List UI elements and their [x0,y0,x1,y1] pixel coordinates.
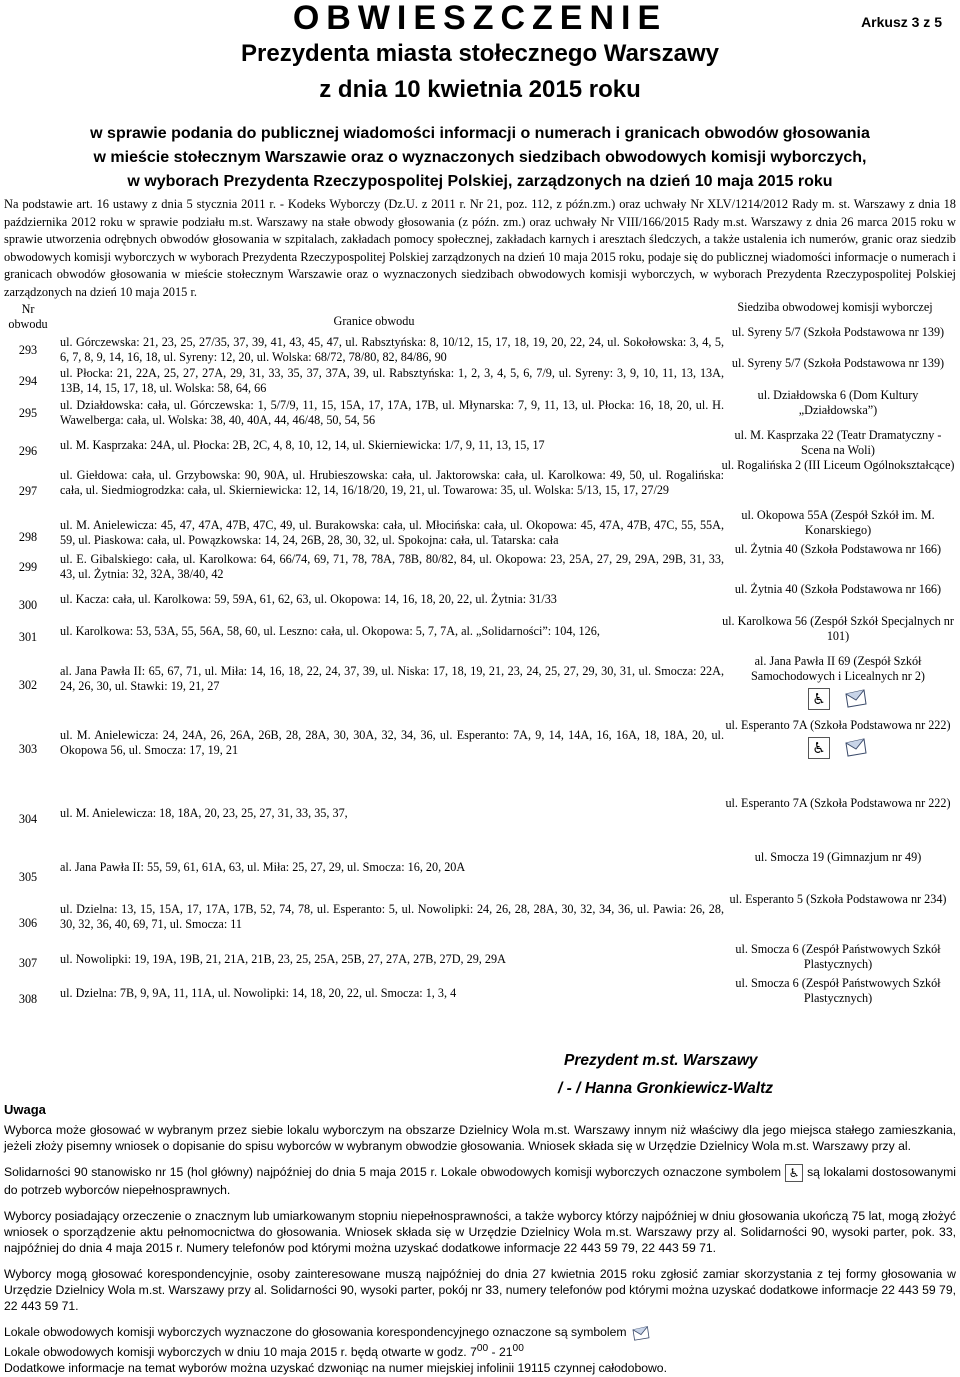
signature-name: / - / Hanna Gronkiewicz-Waltz [558,1080,774,1097]
district-number: 295 [18,406,38,420]
district-boundaries: ul. M. Anielewicza: 24, 24A, 26, 26A, 26B, 28, 28A, 30, 30A, 32, 34, 36, ul. Esperanto: 7A, 9, 14, 14A, 16, 16A, 18, 18A, 20, ul. Okopowa 56, ul. Smocza: 17, 19, 21 [60,728,724,757]
district-boundaries: al. Jana Pawła II: 65, 67, 71, ul. Miła: 14, 16, 18, 22, 24, 37, 39, ul. Niska: 17, 18, 19, 21, 23, 24, 25, 27, 29, 30, 31, ul. Smocza: 22A, 24, 26, 30, ul. Stawki: 19, 21, 27 [60,664,724,693]
district-number: 300 [18,598,38,612]
note-paragraph-4: Wyborcy mogą głosować korespondencyjnie, osoby zainteresowane muszą najpóźniej do dnia 27 kwietnia 2015 roku zgłosić zamiar skorzystania z tej formy głosowania w Urzędzie Dzielnicy Wola m.st. Warszawy przy al. Solidarności 90, wysoki parter, pokój nr 33, numery telefonów pod którymi można uzyskać dodatkowe informacje 22 443 59 79, 22 443 59 71. [4,1267,956,1313]
note-p6-sup-2: 00 [512,1342,524,1354]
seat-icons [720,737,956,759]
notes-heading: Uwaga [4,1102,46,1117]
envelope-icon [631,1325,651,1341]
subject-line-2: w mieście stołecznym Warszawie oraz o wyznaczonych siedzibach obwodowych komisji wyborczych, [93,149,867,166]
commission-seat-address: ul. Esperanto 7A (Szkoła Podstawowa nr 222) [725,718,951,732]
commission-seat [720,325,956,340]
commission-seat [720,428,956,458]
envelope-icon [844,688,868,708]
district-number: 304 [18,812,38,826]
district-number: 303 [18,742,38,756]
commission-seat-address: ul. Syreny 5/7 (Szkoła Podstawowa nr 139) [731,325,945,339]
legal-basis [4,196,956,302]
commission-seat [720,582,956,597]
wheelchair-icon: ♿ [785,1164,803,1182]
commission-seat-address: ul. Smocza 6 (Zespół Państwowych Szkół Plastycznych) [735,942,941,971]
district-boundaries: ul. Górczewska: 21, 23, 25, 27/35, 37, 39, 41, 43, 45, 47, ul. Rabsztyńska: 8, 10/12, 15, 17, 18, 19, 20, 22, 24, ul. Sokołowska: 3, 4, 5, 6, 7, 8, 9, 14, 16, 18, ul. Syreny: 12, 20, ul. Wolska: 68/72, 78/80, 82, 84/86, 90 [60,335,724,364]
commission-seat-address: ul. Okopowa 55A (Zespół Szkół im. M. Konarskiego) [741,508,935,537]
note-p6-text: Lokale obwodowych komisji wyborczych w dniu 10 maja 2015 r. będą otwarte w godz. 7 [4,1344,477,1359]
commission-seat-address: ul. Żytnia 40 (Szkoła Podstawowa nr 166) [734,582,942,596]
note-paragraph-6 [4,1341,956,1360]
commission-seat [720,942,956,972]
district-number: 301 [18,630,38,644]
district-number: 308 [18,992,38,1006]
district-boundaries: ul. Dzielna: 7B, 9, 9A, 11, 11A, ul. Nowolipki: 14, 18, 20, 22, ul. Smocza: 1, 3, 4 [60,986,457,1000]
note-p2-start: Solidarności 90 stanowisko nr 15 (hol główny) najpóźniej do dnia 5 maja 2015 r. Lokale obwodowych komisji wyborczych oznaczone symbolem [4,1165,782,1180]
district-boundaries: ul. E. Gibalskiego: cała, ul. Karolkowa: 64, 66/74, 69, 71, 78, 78A, 78B, 80/82, 84, ul. Okopowa: 23, 25A, 27, 29, 29A, 29B, 31, 33, 43, ul. Żytnia: 32, 32A, 38/40, 42 [60,552,724,581]
header-nr: Nr obwodu [8,302,48,331]
signature-role: Prezydent m.st. Warszawy [564,1052,758,1069]
legal-basis-text: Na podstawie art. 16 ustawy z dnia 5 stycznia 2011 r. - Kodeks Wyborczy (Dz.U. z 2011 r. Nr 21, poz. 112, z późn.zm.) oraz uchwały Nr XLV/1214/2012 Rady m. st. Warszawy z dnia 18 października 2012 roku w sprawie podziału m.st. Warszawy na stałe obwody głosowania (z późn. zm.) oraz uchwały Nr VIII/166/2015 Rady m.st. Warszawy z dnia 26 marca 2015 roku w sprawie utworzenia odrębnych obwodów głosowania w szpitalach, zakładach pomocy społecznej, zakładach karnych i aresztach śledczych, a także ustalenia ich numerów, granic oraz siedzib obwodowych komisji wyborczych w wyborach Prezydenta Rzeczypospolitej Polskiej zarządzonych na dzień 10 maja 2015 roku, podaje się do publicznej wiadomości informacje o numerach i granicach obwodów głosowania w mieście stołecznym Warszawie oraz o wyznaczonych siedzibach obwodowych komisji wyborczych, w wyborach Prezydenta Rzeczypospolitej Polskiej zarządzonych na dzień 10 maja 2015 r. [4,197,956,299]
issuer-title: Prezydenta miasta stołecznego Warszawy [241,40,719,67]
district-number: 302 [18,678,38,692]
district-boundaries: ul. M. Anielewicza: 45, 47, 47A, 47B, 47C, 49, ul. Burakowska: cała, ul. Młocińska: cała, ul. Okopowa: 45, 47A, 47B, 47C, 55, 55A, 59, ul. Piaskowa: cała, ul. Powązkowska: 14, 24, 26B, 28, 30, 32, ul. Spokojna: cała, ul. Tatarska: cała [60,518,724,547]
district-number: 299 [18,560,38,574]
note-p2-end: są lokalami dostosowanymi do potrzeb wyborców niepełnosprawnych. [4,1165,956,1197]
commission-seat [720,850,956,865]
commission-seat-address: ul. Syreny 5/7 (Szkoła Podstawowa nr 139) [731,356,945,370]
district-boundaries: ul. M. Anielewicza: 18, 18A, 20, 23, 25, 27, 31, 33, 35, 37, [60,806,348,820]
commission-seat [720,388,956,418]
commission-seat-address: ul. Działdowska 6 (Dom Kultury „Działdowska”) [757,388,919,417]
commission-seat-address: ul. Smocza 19 (Gimnazjum nr 49) [754,850,922,864]
subject-line-3: w wyborach Prezydenta Rzeczypospolitej Polskiej, zarządzonych na dzień 10 maja 2015 roku [127,173,833,190]
commission-seat [720,718,956,759]
commission-seat-address: al. Jana Pawła II 69 (Zespół Szkół Samochodowych i Licealnych nr 2) [751,654,925,683]
commission-seat [720,542,956,557]
commission-seat-address: ul. Żytnia 40 (Szkoła Podstawowa nr 166) [734,542,942,556]
envelope-icon [844,737,868,757]
district-number: 298 [18,530,38,544]
district-boundaries: ul. Nowolipki: 19, 19A, 19B, 21, 21A, 21B, 23, 25, 25A, 25B, 27, 27A, 27B, 27D, 29, 29A [60,952,506,966]
note-paragraph-3: Wyborcy posiadający orzeczenie o znacznym lub umiarkowanym stopniu niepełnosprawności, a także wyborcy którzy najpóźniej w dniu głosowania ukończą 75 lat, mogą złożyć wniosek o sporządzenie aktu pełnomocnictwa do głosowania. Wniosek składa się w Urzędzie Dzielnicy Wola m.st. Warszawy przy al. Solidarności 90, wysoki parter, pok. 33, najpóźniej do dnia 4 maja 2015 r. Numery telefonów pod którymi można uzyskać dodatkowe informacje 22 443 59 79, 22 443 59 71. [4,1209,956,1255]
wheelchair-icon: ♿ [808,688,830,710]
commission-seat-address: ul. Karolkowa 56 (Zespół Szkół Specjalnych nr 101) [722,614,954,643]
districts-table [2,298,958,1006]
commission-seat [720,614,956,644]
district-boundaries: ul. Dzielna: 13, 15, 15A, 17, 17A, 17B, 52, 74, 78, ul. Esperanto: 5, ul. Nowolipki: 24, 26, 28, 28A, 30, 32, 34, 36, ul. Pawia: 26, 28, 30, 32, 36, 40, 69, 71, ul. Smocza: 11 [60,902,724,931]
district-boundaries: ul. Kacza: cała, ul. Karolkowa: 59, 59A, 61, 62, 63, ul. Okopowa: 14, 16, 18, 20, 22, ul. Żytnia: 31/33 [60,592,557,606]
note-paragraph-2 [4,1164,956,1198]
note-p6-sup-1: 00 [476,1342,489,1354]
sheet-number: Arkusz 3 z 5 [861,14,942,30]
note-p5-text: Lokale obwodowych komisji wyborczych wyznaczone do głosowania korespondencyjnego oznaczone są symbolem [4,1325,627,1339]
commission-seat [720,654,956,710]
issue-date: z dnia 10 kwietnia 2015 roku [319,76,641,103]
commission-seat-address: ul. Smocza 6 (Zespół Państwowych Szkół Plastycznych) [735,976,941,1005]
page-title: OBWIESZCZENIE [292,0,668,37]
district-boundaries: ul. M. Kasprzaka: 24A, ul. Płocka: 2B, 2C, 4, 8, 10, 12, 14, ul. Skierniewicka: 1/7, 9, 11, 13, 15, 17 [60,438,545,452]
district-number: 307 [18,956,38,970]
commission-seat-address: ul. Esperanto 7A (Szkoła Podstawowa nr 222) [725,796,951,810]
subject-line-1: w sprawie podania do publicznej wiadomości informacji o numerach i granicach obwodów głosowania [90,125,870,142]
commission-seat-address: ul. Rogalińska 2 (III Liceum Ogólnokształcące) [721,458,955,472]
commission-seat [720,356,956,371]
note-p6-mid: - 21 [488,1344,513,1359]
district-boundaries: ul. Karolkowa: 53, 53A, 55, 56A, 58, 60, ul. Leszno: cała, ul. Okopowa: 5, 7, 7A, al. „Solidarności”: 104, 126, [60,624,600,638]
district-boundaries: ul. Giełdowa: cała, ul. Grzybowska: 90, 90A, ul. Hrubieszowska: cała, ul. Jaktorowska: cała, ul. Karolkowa: 49, 50, ul. Rogalińska: cała, ul. Siedmiogrodzka: cała, ul. Skierniewicka: 12, 14, 16/18/20, 19, 21, ul. Towarowa: 35, ul. Wolska: 5/13, 15, 17, 27/29 [60,468,724,497]
seat-icons [720,688,956,710]
commission-seat [720,976,956,1006]
notes-section [4,1102,956,1376]
commission-seat [720,458,956,473]
district-boundaries: al. Jana Pawła II: 55, 59, 61, 61A, 63, ul. Miła: 25, 27, 29, ul. Smocza: 16, 20, 20A [60,860,466,874]
district-number: 306 [18,916,38,930]
subject-block [0,122,960,194]
district-number: 293 [18,343,38,357]
commission-seat [720,892,956,907]
note-paragraph-5 [4,1324,956,1341]
commission-seat-address: ul. Esperanto 5 (Szkoła Podstawowa nr 234) [729,892,947,906]
district-number: 297 [18,484,38,498]
commission-seat [720,796,956,811]
note-paragraph-1: Wyborca może głosować w wybranym przez siebie lokalu wyborczym na obszarze Dzielnicy Wola m.st. Warszawy innym niż właściwy dla jego miejsca stałego zamieszkania, jeżeli złoży pisemny wniosek o dopisanie do spisu wyborców w wybranym obwodzie głosowania. Wniosek składa się w Urzędzie Dzielnicy Wola m.st. Warszawy przy al. [4,1123,956,1153]
commission-seat [720,508,956,538]
district-boundaries: ul. Działdowska: cała, ul. Górczewska: 1, 5/7/9, 11, 15, 15A, 17, 17A, 17B, ul. Młynarska: 7, 9, 11, 13, ul. Płocka: 16, 18, 20, ul. H. Wawelberga: cała, ul. Wolska: 38, 40, 40A, 44, 46/48, 50, 54, 56 [60,398,724,427]
note-paragraph-7: Dodatkowe informacje na temat wyborów można uzyskać dzwoniąc na numer miejskiej infolinii 19115 czynnej całodobowo. [4,1360,667,1375]
district-number: 305 [18,870,38,884]
district-number: 294 [18,374,38,388]
district-boundaries: ul. Płocka: 21, 22A, 25, 27, 27A, 29, 31, 33, 35, 37, 37A, 39, ul. Rabsztyńska: 1, 2, 3, 4, 5, 6, 7/9, ul. Syreny: 3, 9, 10, 11, 13, 13A, 13B, 14, 15, 17, 18, ul. Wolska: 58, 64, 66 [60,366,724,395]
header-boundaries: Granice obwodu [333,314,415,328]
wheelchair-icon: ♿ [808,737,830,759]
commission-seat-address: ul. M. Kasprzaka 22 (Teatr Dramatyczny - Scena na Woli) [734,428,942,457]
district-number: 296 [18,444,38,458]
header-seat: Siedziba obwodowej komisji wyborczej [737,300,933,314]
